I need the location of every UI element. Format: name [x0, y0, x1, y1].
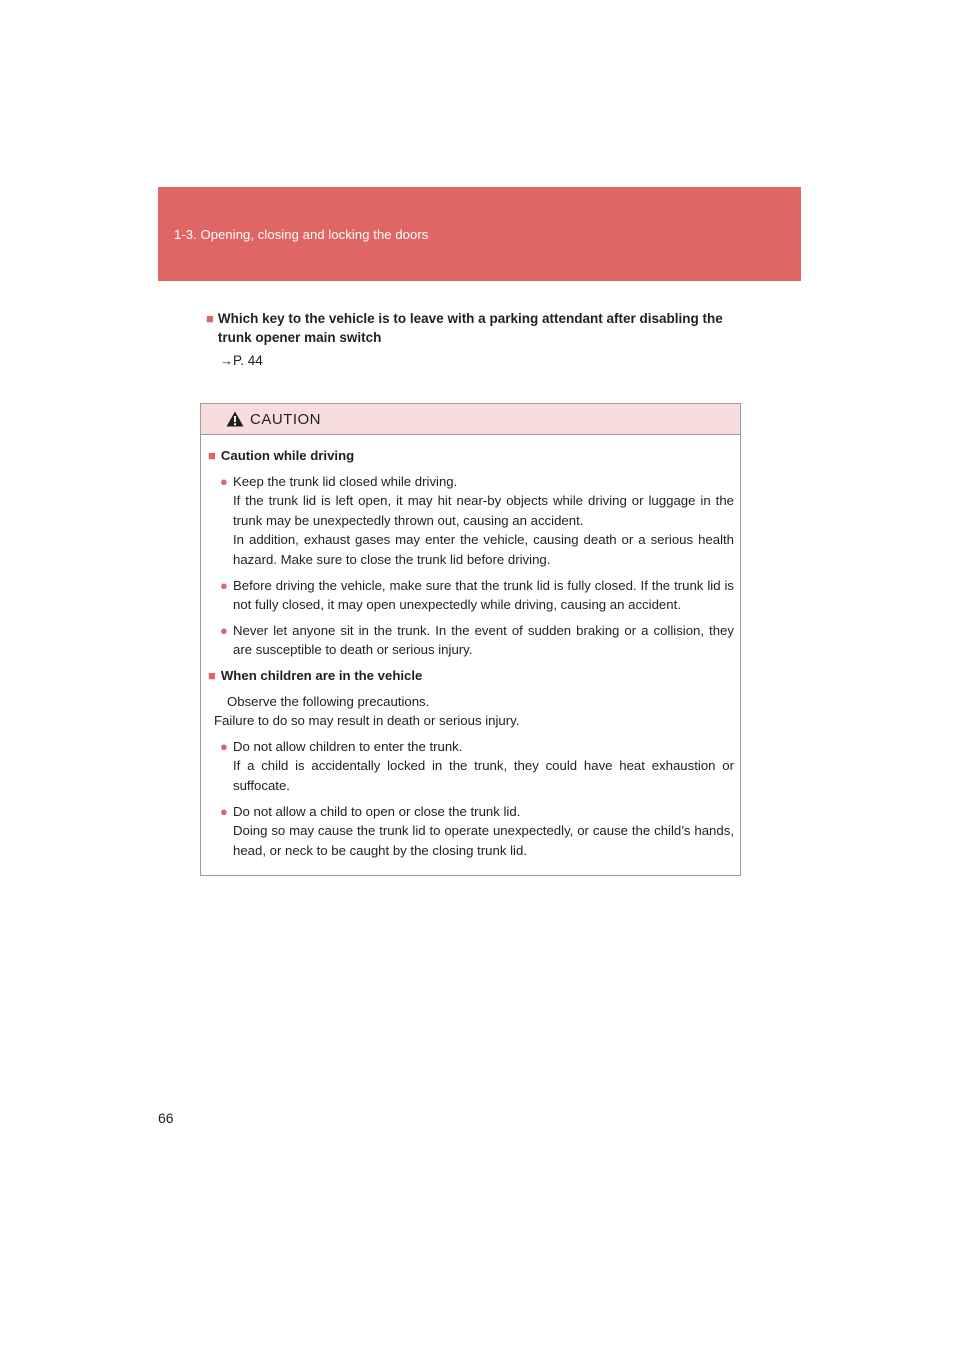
- square-bullet-icon: ■: [208, 448, 216, 463]
- bullet-item: ● Do not allow a child to open or close the trunk lid. Doing so may cause the trunk lid to operate unexpectedly, or cause the child’s hands, head, or neck to be caught by the closing trunk lid.: [220, 802, 734, 861]
- caution-header: [201, 404, 740, 435]
- section-heading-driving: ■ Caution while driving: [208, 446, 734, 466]
- intro-heading-text: Which key to the vehicle is to leave with a parking attendant after disabling the trunk opener main switch: [217, 311, 723, 345]
- round-bullet-icon: ●: [220, 738, 228, 754]
- caution-body: [201, 435, 740, 860]
- round-bullet-icon: ●: [220, 803, 228, 819]
- page-number: 66: [158, 1110, 174, 1126]
- caution-title: CAUTION: [250, 410, 321, 428]
- intro-heading: [206, 309, 746, 347]
- section-heading-children: ■ When children are in the vehicle: [208, 666, 734, 686]
- round-bullet-icon: ●: [220, 577, 228, 593]
- bullet-item: ● Keep the trunk lid closed while driving. If the trunk lid is left open, it may hit near-by objects while driving or luggage in the trunk may be unexpectedly thrown out, causing an accident. In addition, exhaust gases may enter the vehicle, causing death or a serious health hazard. Make sure to close the trunk lid before driving.: [220, 472, 734, 570]
- square-bullet-icon: ■: [206, 311, 214, 326]
- bullet-item: ● Never let anyone sit in the trunk. In the event of sudden braking or a collision, they are susceptible to death or serious injury.: [220, 621, 734, 660]
- page-reference[interactable]: [220, 353, 746, 368]
- warning-triangle-icon: [226, 411, 244, 427]
- square-bullet-icon: ■: [208, 667, 216, 683]
- bullet-item: ● Do not allow children to enter the trunk. If a child is accidentally locked in the trunk, they could have heat exhaustion or suffocate.: [220, 737, 734, 796]
- arrow-icon: →: [220, 353, 233, 368]
- round-bullet-icon: ●: [220, 473, 228, 489]
- section-header-band: [158, 187, 801, 281]
- section-intro: Observe the following precautions. Failure to do so may result in death or serious injury.: [214, 693, 520, 729]
- caution-box: [200, 403, 741, 876]
- section-title: 1-3. Opening, closing and locking the doors: [174, 227, 429, 242]
- round-bullet-icon: ●: [220, 622, 228, 638]
- intro-block: [206, 309, 746, 368]
- bullet-item: ● Before driving the vehicle, make sure that the trunk lid is fully closed. If the trunk lid is not fully closed, it may open unexpectedly while driving, causing an accident.: [220, 576, 734, 615]
- page-reference-text: P. 44: [233, 353, 263, 368]
